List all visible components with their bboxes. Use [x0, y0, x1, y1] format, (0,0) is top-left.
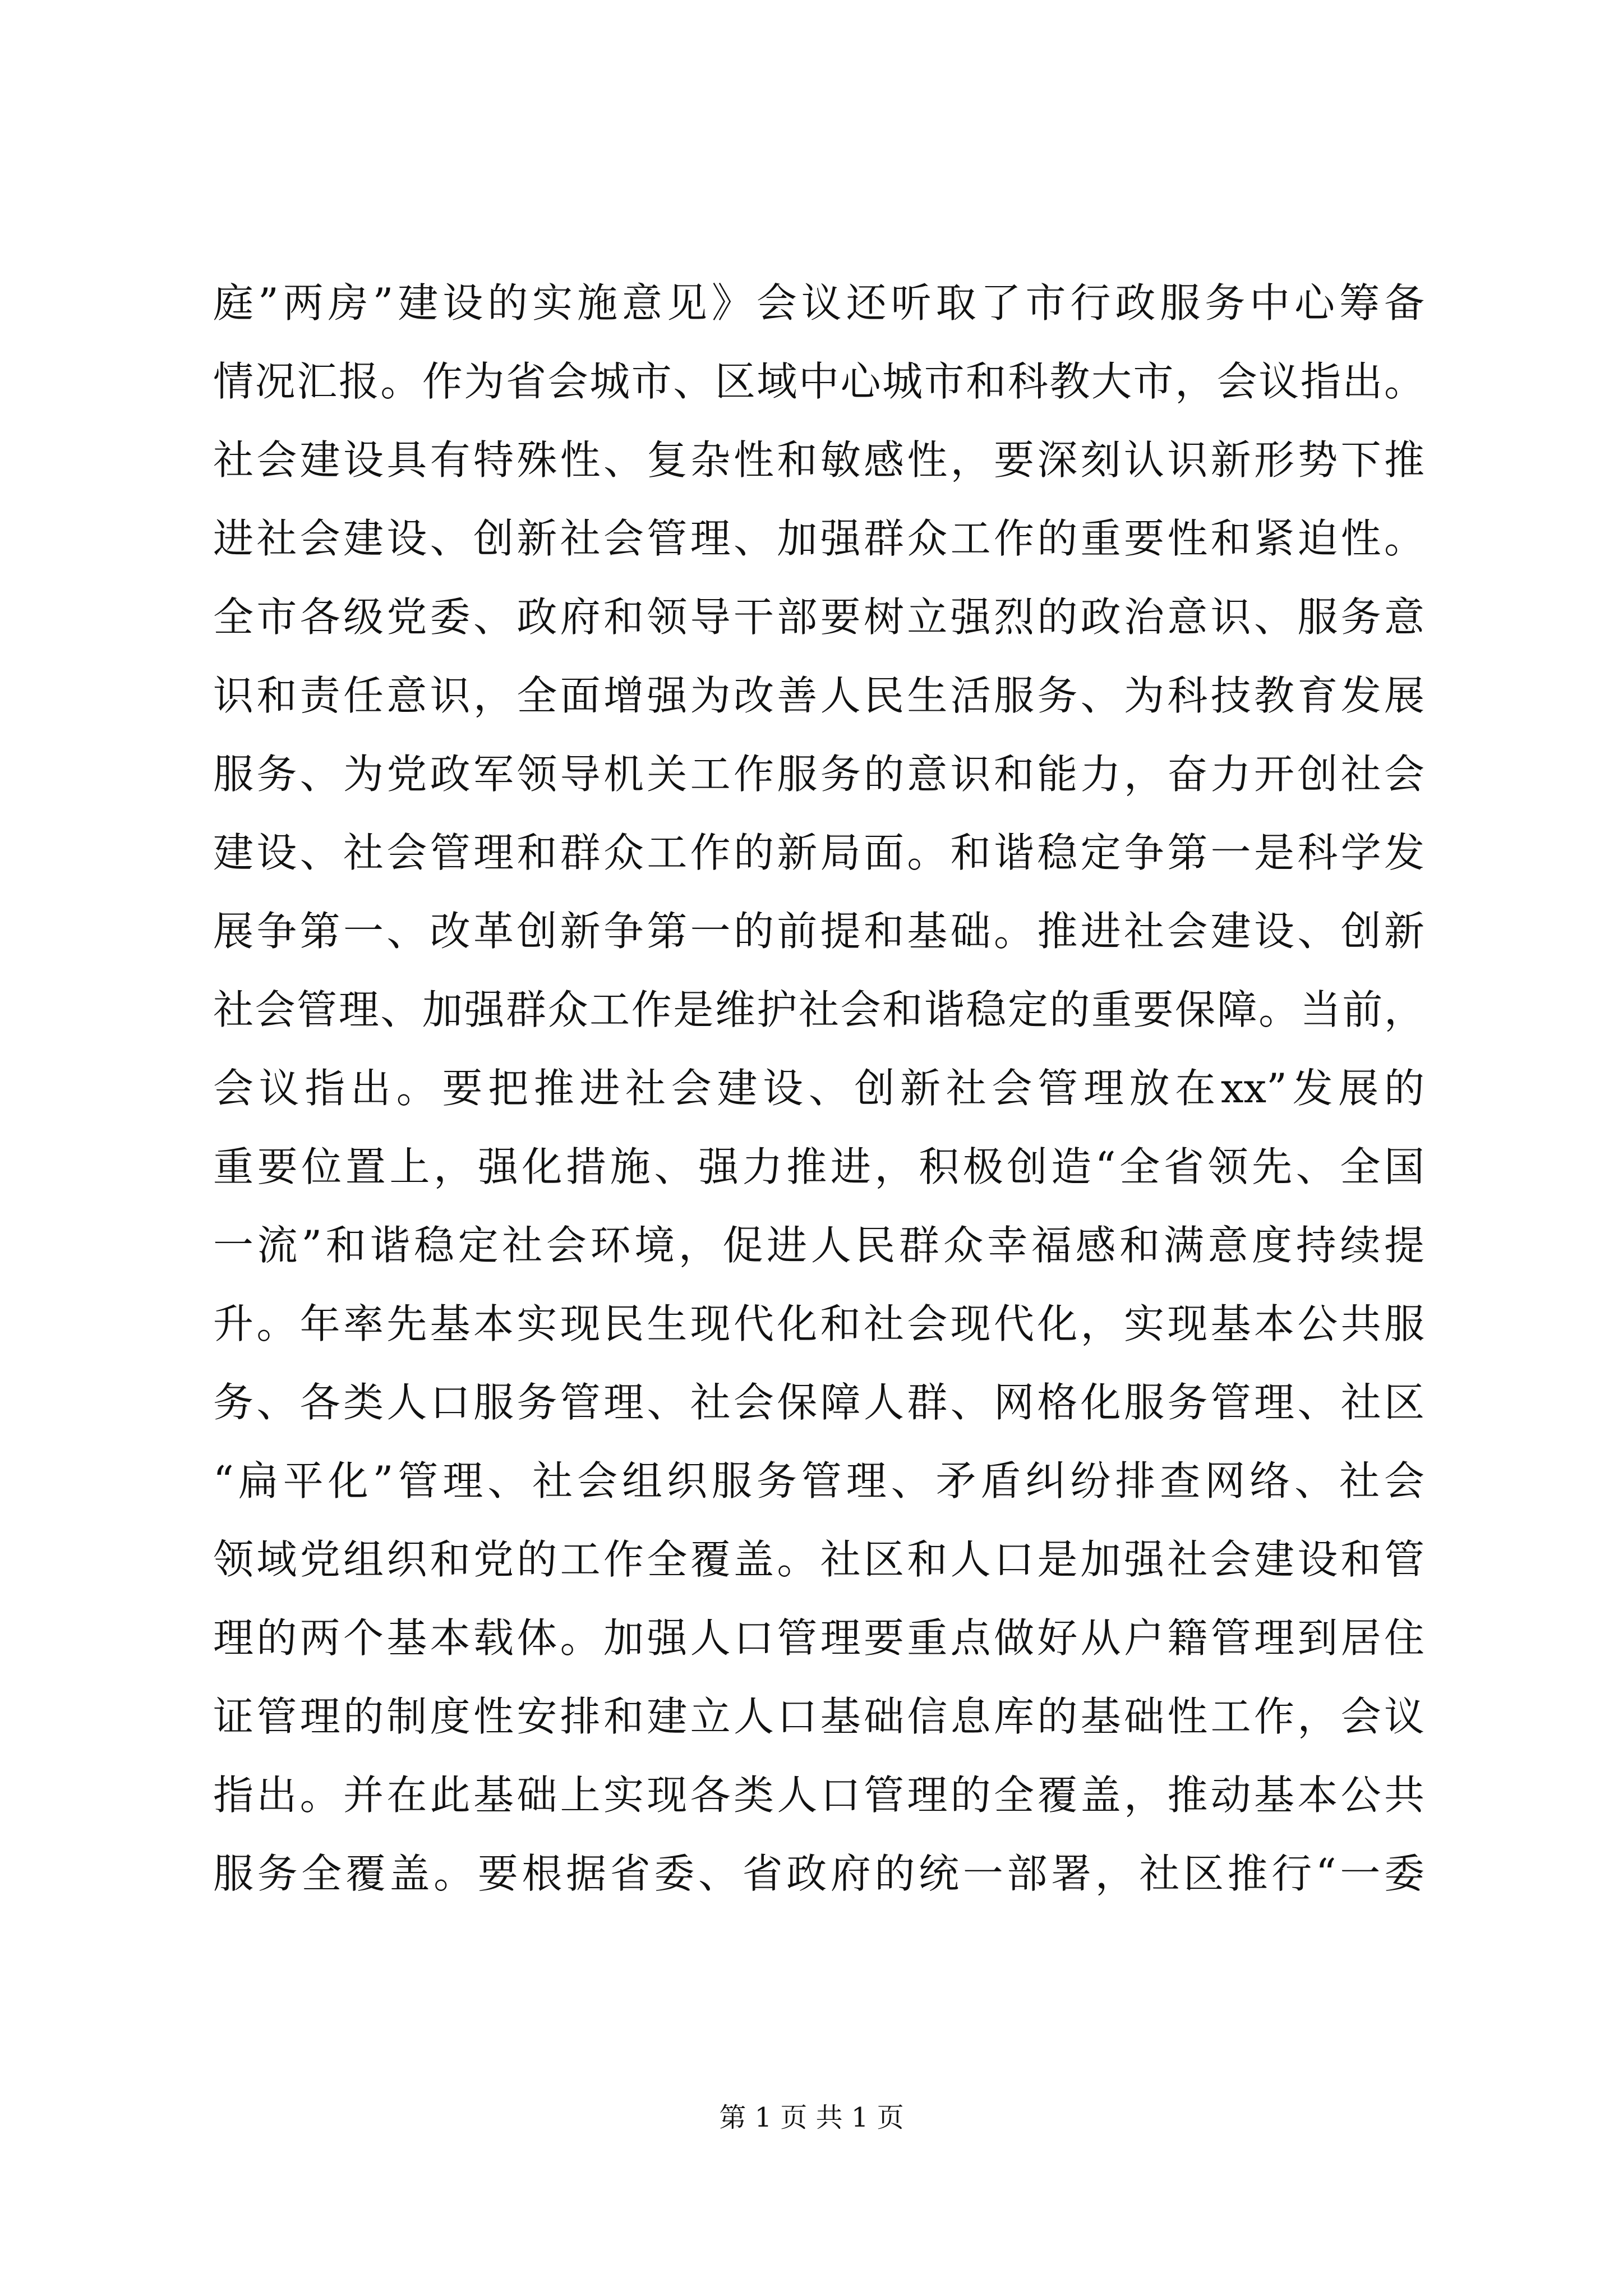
text-line: “扁平化”管理、社会组织服务管理、矛盾纠纷排查网络、社会: [213, 1457, 1424, 1504]
text-line: 一流”和谐稳定社会环境，促进人民群众幸福感和满意度持续提: [213, 1222, 1424, 1269]
text-line: 领域党组织和党的工作全覆盖。社区和人口是加强社会建设和管: [213, 1536, 1424, 1583]
text-line: 识和责任意识，全面增强为改善人民生活服务、为科技教育发展: [213, 672, 1424, 719]
page-footer: [0, 2101, 1623, 2134]
text-line: 社会管理、加强群众工作是维护社会和谐稳定的重要保障。当前，: [213, 986, 1424, 1033]
text-line: 进社会建设、创新社会管理、加强群众工作的重要性和紧迫性。: [213, 515, 1424, 562]
text-line: 重要位置上，强化措施、强力推进，积极创造“全省领先、全国: [213, 1143, 1424, 1190]
text-line: 务、各类人口服务管理、社会保障人群、网格化服务管理、社区: [213, 1379, 1424, 1426]
text-line: 全市各级党委、政府和领导干部要树立强烈的政治意识、服务意: [213, 593, 1424, 641]
text-line: 建设、社会管理和群众工作的新局面。和谐稳定争第一是科学发: [213, 829, 1424, 876]
text-line: 升。年率先基本实现民生现代化和社会现代化，实现基本公共服: [213, 1300, 1424, 1347]
text-line: 情况汇报。作为省会城市、区域中心城市和科教大市，会议指出。: [213, 358, 1424, 405]
text-line: 理的两个基本载体。加强人口管理要重点做好从户籍管理到居住: [213, 1614, 1424, 1662]
text-line: 服务全覆盖。要根据省委、省政府的统一部署，社区推行“一委: [213, 1850, 1424, 1897]
text-line: 服务、为党政军领导机关工作服务的意识和能力，奋力开创社会: [213, 751, 1424, 798]
text-line: 指出。并在此基础上实现各类人口管理的全覆盖，推动基本公共: [213, 1772, 1424, 1819]
body-text: [213, 264, 1424, 1913]
page-number-label: 第 1 页 共 1 页: [719, 2102, 904, 2133]
text-line: 展争第一、改革创新争第一的前提和基础。推进社会建设、创新: [213, 908, 1424, 955]
text-line: 社会建设具有特殊性、复杂性和敏感性，要深刻认识新形势下推: [213, 436, 1424, 484]
text-line: 庭”两房”建设的实施意见》会议还听取了市行政服务中心筹备: [213, 279, 1424, 326]
text-line: 会议指出。要把推进社会建设、创新社会管理放在xx”发展的: [213, 1065, 1424, 1112]
text-line: 证管理的制度性安排和建立人口基础信息库的基础性工作，会议: [213, 1693, 1424, 1740]
